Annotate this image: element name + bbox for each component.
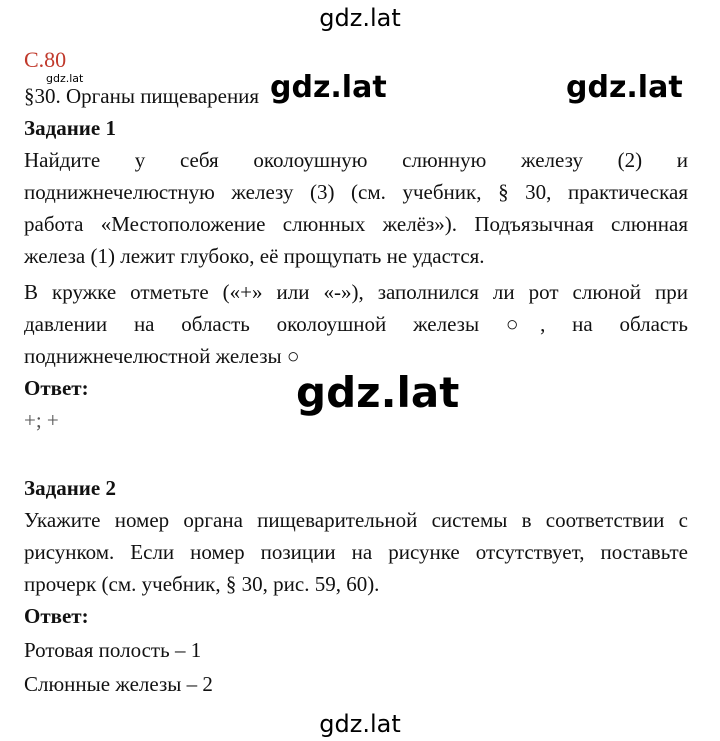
task1-title: Задание 1 xyxy=(24,116,116,140)
task1-line-3: работа «Местоположение слюнных желёз»). Подъязычная слюнная xyxy=(24,212,688,236)
task1-answer: +; + xyxy=(24,408,59,432)
task1-line-2: поднижнечелюстную железу (3) (см. учебник, § 30, практическая xyxy=(24,180,688,204)
task2-answer-2: Слюнные железы – 2 xyxy=(24,672,213,696)
task1-line-5: В кружке отметьте («+» или «-»), заполнился ли рот слюной при xyxy=(24,280,688,304)
watermark-small: gdz.lat xyxy=(46,72,84,85)
task2-title: Задание 2 xyxy=(24,476,116,500)
task1-line-1: Найдите у себя околоушную слюнную железу (2) и xyxy=(24,148,688,172)
task1-line-7: поднижнечелюстной железы ○ xyxy=(24,344,300,368)
task2-answer-label: Ответ: xyxy=(24,604,89,628)
task2-answer-1: Ротовая полость – 1 xyxy=(24,638,202,662)
task2-line-1: Укажите номер органа пищеварительной системы в соответствии с xyxy=(24,508,688,532)
task1-line-4: железа (1) лежит глубоко, её прощупать не удастся. xyxy=(24,244,485,268)
task1-answer-label: Ответ: xyxy=(24,376,89,400)
section-title: §30. Органы пищеварения xyxy=(24,84,260,108)
task2-line-2: рисунком. Если номер позиции на рисунке отсутствует, поставьте xyxy=(24,540,688,564)
page-number: С.80 xyxy=(24,47,67,72)
task2-line-3: прочерк (см. учебник, § 30, рис. 59, 60). xyxy=(24,572,380,596)
watermark-top: gdz.lat xyxy=(319,4,401,32)
watermark-header-2: gdz.lat xyxy=(566,70,683,105)
watermark-middle: gdz.lat xyxy=(296,368,460,417)
watermark-header-1: gdz.lat xyxy=(270,70,387,105)
watermark-bottom: gdz.lat xyxy=(319,710,401,738)
task1-line-6: давлении на область околоушной железы ○, на область xyxy=(24,312,688,336)
